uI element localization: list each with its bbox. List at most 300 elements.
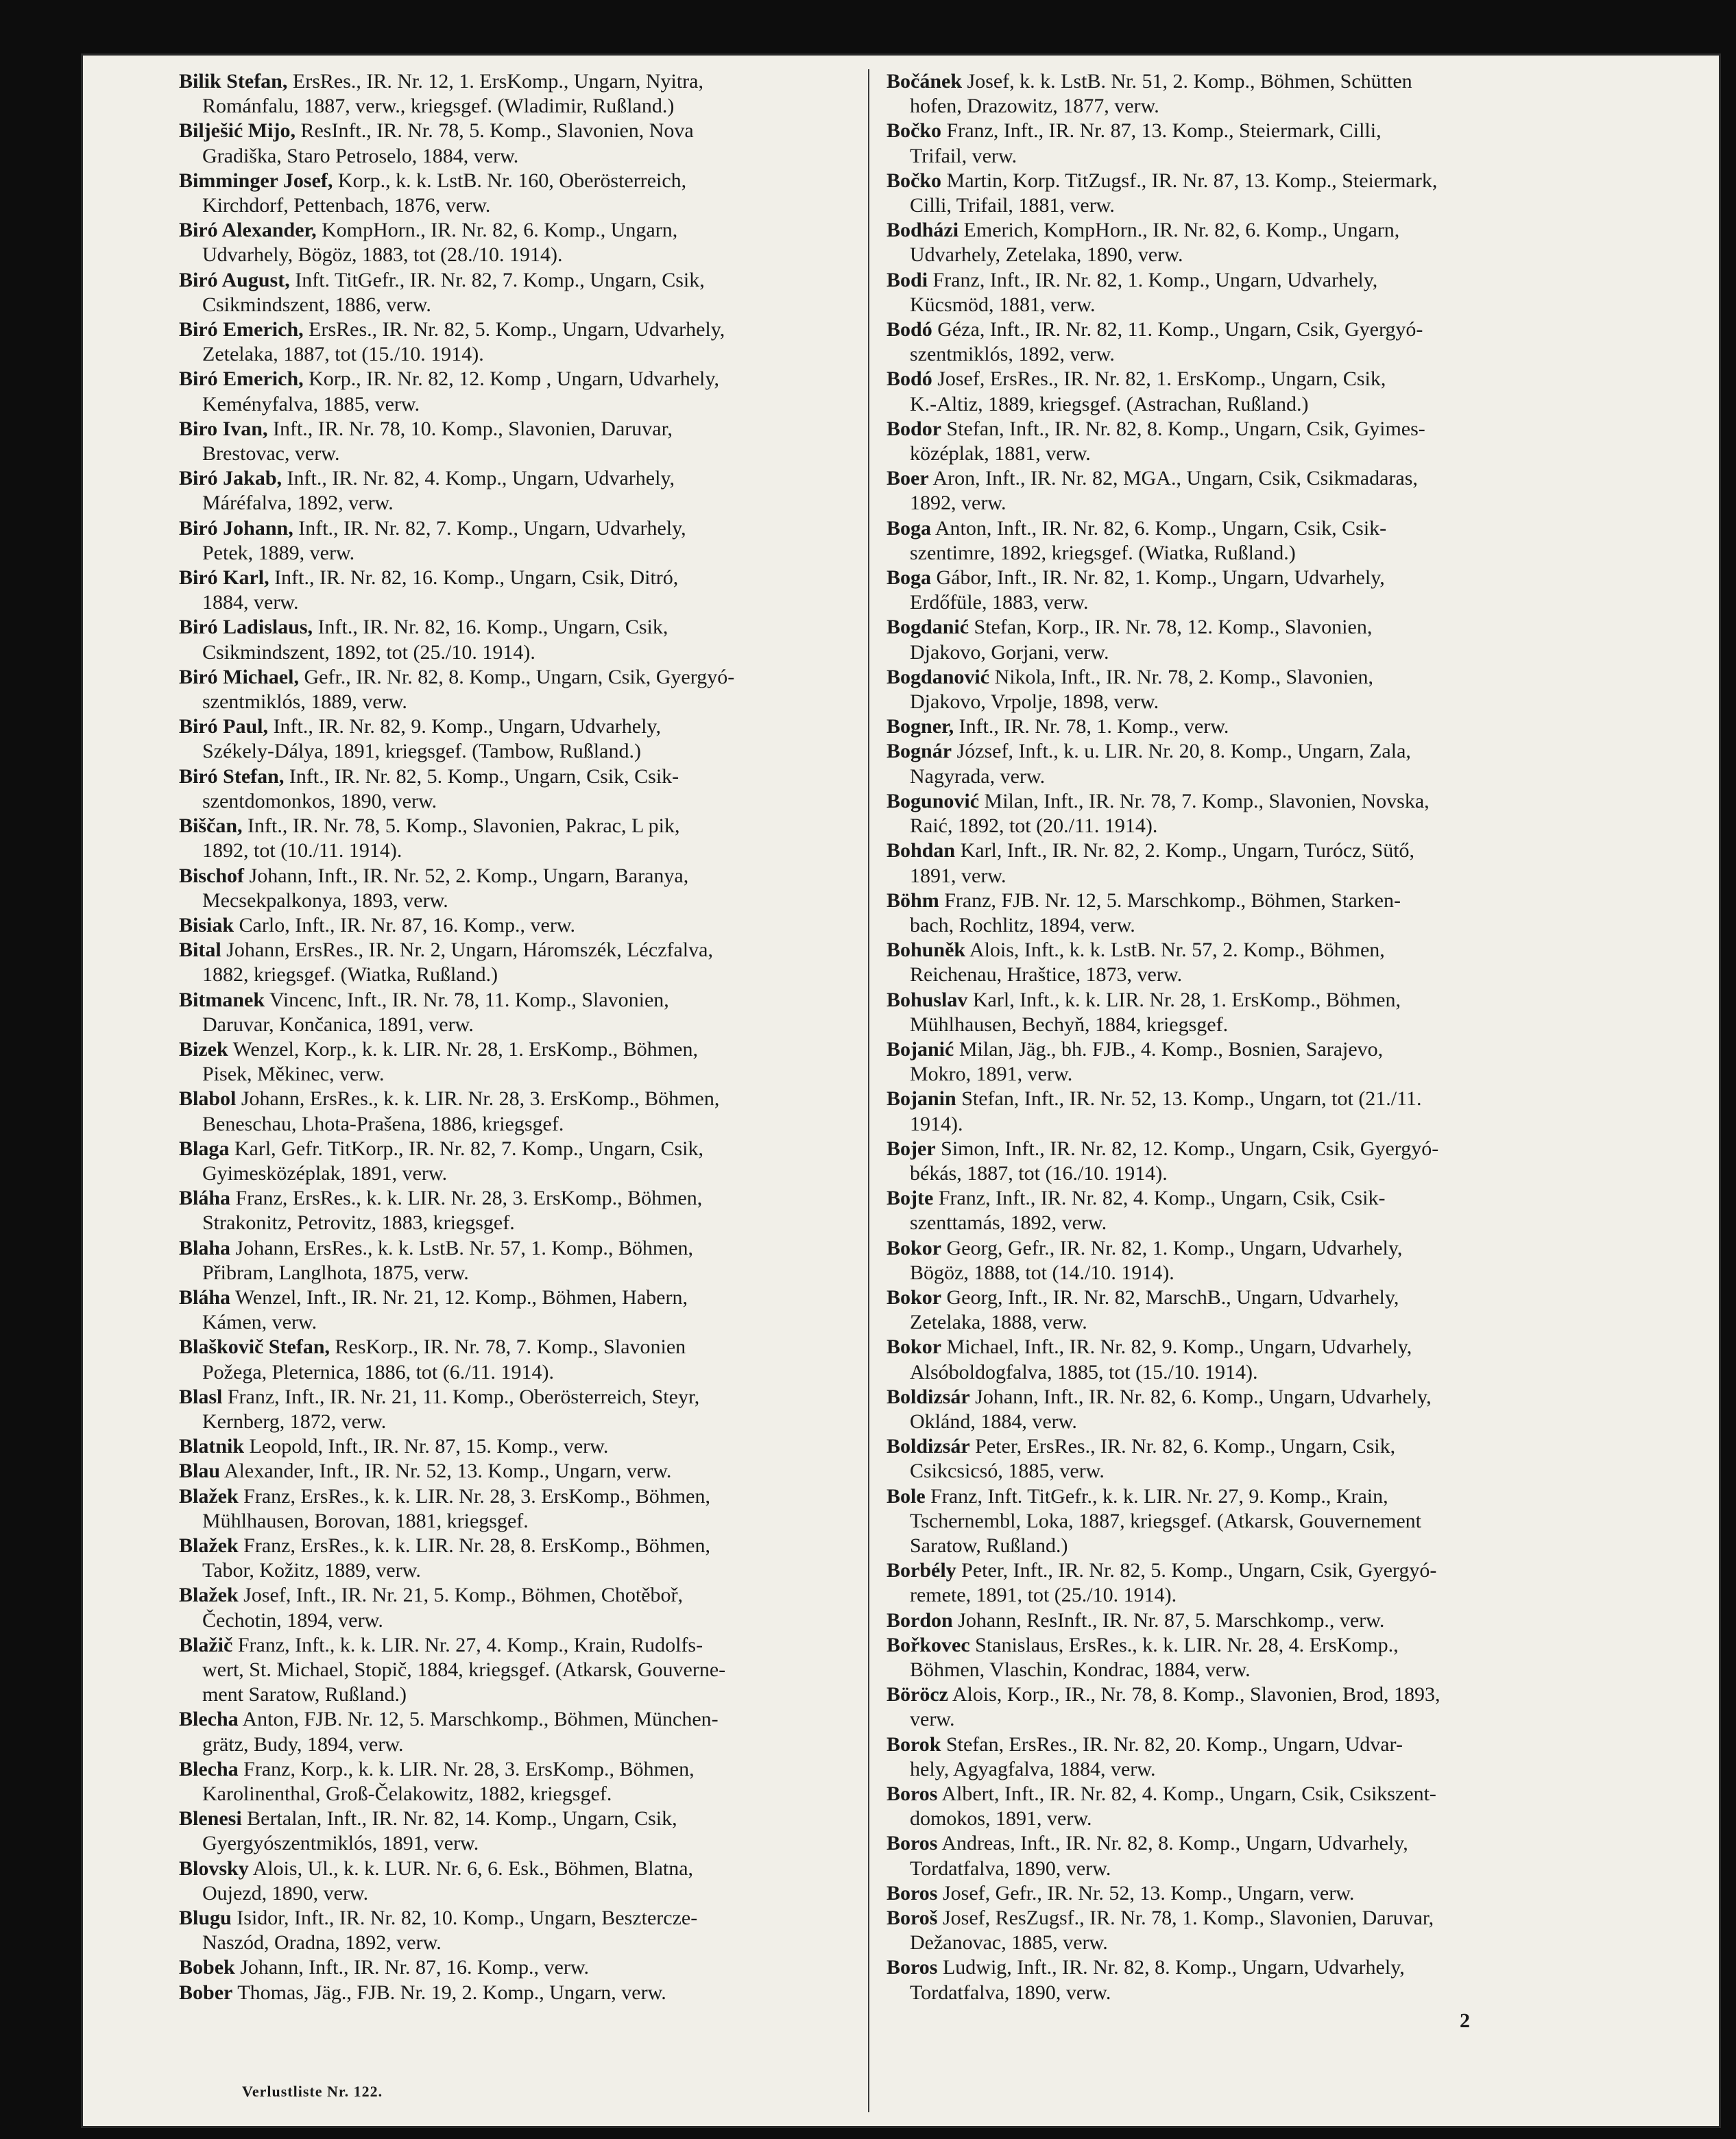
entry-continuation: Beneschau, Lhota-Prašena, 1886, kriegsgef. xyxy=(202,1112,564,1135)
entry-continuation: Přibram, Langlhota, 1875, verw. xyxy=(202,1261,469,1284)
entry-name: Blecha xyxy=(179,1708,239,1731)
entry-details: Simon, Inft., IR. Nr. 82, 12. Komp., Ungarn, Csik, Gyergyó- xyxy=(935,1137,1439,1160)
entry-name: Böhm xyxy=(887,889,939,912)
entry-continuation: grätz, Budy, 1894, verw. xyxy=(202,1732,404,1756)
entry-name: Biró Michael, xyxy=(179,665,299,688)
list-item xyxy=(179,566,871,615)
list-item xyxy=(887,665,1579,714)
entry-continuation: Székely-Dálya, 1891, kriegsgef. (Tambow, Rußland.) xyxy=(202,740,641,763)
entry-details: Anton, FJB. Nr. 12, 5. Marschkomp., Böhmen, München- xyxy=(238,1708,719,1731)
entry-continuation: Reichenau, Hraštice, 1873, verw. xyxy=(910,963,1183,987)
list-item xyxy=(887,1831,1579,1881)
entry-continuation: Raić, 1892, tot (20./11. 1914). xyxy=(910,814,1158,838)
list-item xyxy=(887,1558,1579,1608)
entry-first-line xyxy=(887,417,1579,442)
list-item xyxy=(179,1087,871,1136)
entry-details: Johann, Inft., IR. Nr. 87, 16. Komp., verw. xyxy=(234,1956,590,1979)
list-item xyxy=(887,317,1579,367)
entry-details: Franz, Inft., IR. Nr. 87, 13. Komp., Steiermark, Cilli, xyxy=(941,119,1382,143)
entry-continuation: verw. xyxy=(910,1708,955,1731)
entry-continuation: Zetelaka, 1888, verw. xyxy=(910,1311,1087,1334)
list-item xyxy=(887,1906,1579,1955)
entry-first-line xyxy=(887,1682,1579,1707)
entry-continuation: Máréfalva, 1892, verw. xyxy=(202,492,394,515)
entry-first-line xyxy=(887,1434,1579,1459)
entry-continuation: Csikcsicsó, 1885, verw. xyxy=(910,1460,1105,1483)
entry-first-line xyxy=(179,1484,871,1509)
entry-first-line xyxy=(179,1857,871,1881)
entry-name: Biró Jakab, xyxy=(179,467,282,490)
entry-name: Bokor xyxy=(887,1336,942,1359)
entry-first-line xyxy=(887,1881,1579,1906)
entry-details: Alois, Korp., IR., Nr. 78, 8. Komp., Slavonien, Brod, 1893, xyxy=(948,1683,1440,1706)
entry-first-line xyxy=(887,1558,1579,1583)
entry-continuation: Csikmindszent, 1892, tot (25./10. 1914). xyxy=(202,640,535,664)
entry-details: Emerich, KompHorn., IR. Nr. 82, 6. Komp., Ungarn, xyxy=(959,219,1400,242)
entry-first-line xyxy=(179,1335,871,1359)
list-item xyxy=(887,889,1579,938)
entry-continuation: Mecsekpalkonya, 1893, verw. xyxy=(202,889,448,912)
entry-name: Bognár xyxy=(887,740,952,763)
entry-name: Blabol xyxy=(179,1087,237,1111)
entry-first-line xyxy=(179,169,871,193)
entry-details: Franz, ErsRes., k. k. LIR. Nr. 28, 3. ErsKomp., Böhmen, xyxy=(238,1484,710,1508)
list-item xyxy=(887,938,1579,987)
entry-first-line xyxy=(179,938,871,963)
entry-continuation: szenttamás, 1892, verw. xyxy=(910,1211,1107,1235)
list-item xyxy=(179,764,871,814)
entry-continuation: Udvarhely, Bögöz, 1883, tot (28./10. 1914). xyxy=(202,243,563,267)
list-item xyxy=(887,218,1579,267)
entry-continuation: Kirchdorf, Pettenbach, 1876, verw. xyxy=(202,194,491,217)
list-item xyxy=(179,516,871,566)
entry-details: Alois, Inft., k. k. LstB. Nr. 57, 2. Komp., Böhmen, xyxy=(965,939,1385,962)
list-item xyxy=(179,1906,871,1955)
entry-details: KompHorn., IR. Nr. 82, 6. Komp., Ungarn, xyxy=(316,219,678,242)
entry-first-line xyxy=(887,714,1579,739)
left-column xyxy=(179,69,871,2005)
entry-first-line xyxy=(179,864,871,889)
entry-details: Gefr., IR. Nr. 82, 8. Komp., Ungarn, Csik, Gyergyó- xyxy=(298,665,735,688)
entry-name: Bojanić xyxy=(887,1037,954,1061)
entry-details: Inft., IR. Nr. 82, 7. Komp., Ungarn, Udvarhely, xyxy=(293,516,686,540)
entry-name: Boros xyxy=(887,1782,938,1806)
entry-details: Alexander, Inft., IR. Nr. 52, 13. Komp., Ungarn, verw. xyxy=(220,1460,672,1483)
entry-details: Johann, Inft., IR. Nr. 52, 2. Komp., Ungarn, Baranya, xyxy=(244,864,689,887)
entry-name: Bláha xyxy=(179,1187,231,1210)
entry-first-line xyxy=(887,169,1579,193)
entry-continuation: Mühlhausen, Bechyň, 1884, kriegsgef. xyxy=(910,1013,1229,1036)
entry-first-line xyxy=(887,1732,1579,1757)
entry-details: Wenzel, Korp., k. k. LIR. Nr. 28, 1. ErsKomp., Böhmen, xyxy=(228,1037,698,1061)
entry-continuation: középlak, 1881, verw. xyxy=(910,442,1091,466)
entry-details: Aron, Inft., IR. Nr. 82, MGA., Ungarn, Csik, Csikmadaras, xyxy=(928,467,1418,490)
entry-first-line xyxy=(887,1186,1579,1211)
column-divider xyxy=(868,69,869,2112)
entry-details: Wenzel, Inft., IR. Nr. 21, 12. Komp., Böhmen, Habern, xyxy=(230,1285,688,1309)
entry-name: Blenesi xyxy=(179,1807,242,1830)
entry-first-line xyxy=(179,1236,871,1261)
entry-name: Biró Ladislaus, xyxy=(179,616,313,639)
list-item xyxy=(179,988,871,1037)
entry-name: Bořkovec xyxy=(887,1633,970,1656)
entry-continuation: Djakovo, Gorjani, verw. xyxy=(910,640,1109,664)
entry-name: Bokor xyxy=(887,1236,942,1259)
entry-name: Bodó xyxy=(887,318,932,341)
entry-details: Karl, Gefr. TitKorp., IR. Nr. 82, 7. Komp., Ungarn, Csik, xyxy=(229,1137,704,1160)
entry-name: Boga xyxy=(887,566,932,590)
entry-name: Biró Johann, xyxy=(179,516,293,540)
entry-name: Bočánek xyxy=(887,70,963,93)
entry-details: Johann, ErsRes., k. k. LIR. Nr. 28, 3. ErsKomp., Böhmen, xyxy=(236,1087,720,1111)
entry-first-line xyxy=(179,466,871,491)
entry-first-line xyxy=(887,665,1579,690)
entry-first-line xyxy=(179,913,871,938)
page-number: 2 xyxy=(1460,2009,1470,2032)
entry-details: Stanislaus, ErsRes., k. k. LIR. Nr. 28, 4. ErsKomp., xyxy=(969,1633,1399,1656)
entry-first-line xyxy=(179,1037,871,1062)
list-item xyxy=(179,913,871,938)
entry-first-line xyxy=(179,516,871,541)
entry-name: Blaha xyxy=(179,1236,231,1259)
entry-details: Alois, Ul., k. k. LUR. Nr. 6, 6. Esk., Böhmen, Blatna, xyxy=(248,1857,694,1880)
entry-first-line xyxy=(179,268,871,293)
entry-details: Josef, ErsRes., IR. Nr. 82, 1. ErsKomp., Ungarn, Csik, xyxy=(932,367,1386,391)
entry-continuation: wert, St. Michael, Stopič, 1884, kriegsgef. (Atkarsk, Gouverne- xyxy=(202,1658,726,1681)
entry-name: Bisiak xyxy=(179,913,234,936)
entry-name: Biró Karl, xyxy=(179,566,269,590)
entry-first-line xyxy=(179,1707,871,1732)
document-page xyxy=(81,53,1721,2128)
entry-continuation: Daruvar, Končanica, 1891, verw. xyxy=(202,1013,474,1036)
entry-first-line xyxy=(179,367,871,391)
entry-continuation: Zetelaka, 1887, tot (15./10. 1914). xyxy=(202,343,484,366)
list-item xyxy=(179,218,871,267)
entry-details: Andreas, Inft., IR. Nr. 82, 8. Komp., Ungarn, Udvarhely, xyxy=(937,1832,1408,1855)
list-item xyxy=(887,1633,1579,1682)
entry-first-line xyxy=(179,69,871,94)
entry-first-line xyxy=(887,938,1579,963)
entry-first-line xyxy=(179,1955,871,1980)
entry-first-line xyxy=(179,1385,871,1410)
entry-name: Bober xyxy=(179,1981,233,2004)
entry-first-line xyxy=(179,814,871,838)
entry-name: Blatnik xyxy=(179,1435,245,1458)
entry-continuation: 1892, verw. xyxy=(910,492,1006,515)
entry-name: Boer xyxy=(887,467,929,490)
entry-details: Franz, Inft., IR. Nr. 82, 4. Komp., Ungarn, Csik, Csik- xyxy=(933,1187,1386,1210)
list-item xyxy=(887,838,1579,888)
entry-details: ResKorp., IR. Nr. 78, 7. Komp., Slavonien xyxy=(330,1336,686,1359)
entry-continuation: Mühlhausen, Borovan, 1881, kriegsgef. xyxy=(202,1509,529,1532)
entry-name: Bohdan xyxy=(887,839,956,862)
entry-continuation: szentdomonkos, 1890, verw. xyxy=(202,789,437,812)
entry-continuation: Trifail, verw. xyxy=(910,144,1017,167)
list-item xyxy=(887,119,1579,168)
entry-details: Inft., IR. Nr. 82, 16. Komp., Ungarn, Csik, xyxy=(313,616,668,639)
entry-details: Korp., IR. Nr. 82, 12. Komp , Ungarn, Udvarhely, xyxy=(303,367,719,391)
entry-first-line xyxy=(887,988,1579,1013)
list-item xyxy=(887,417,1579,466)
entry-continuation: békás, 1887, tot (16./10. 1914). xyxy=(910,1161,1168,1185)
entry-details: Stefan, Korp., IR. Nr. 78, 12. Komp., Slavonien, xyxy=(969,616,1373,639)
entry-details: Ludwig, Inft., IR. Nr. 82, 8. Komp., Ungarn, Udvarhely, xyxy=(937,1956,1405,1979)
entry-name: Bogdanić xyxy=(887,616,969,639)
entry-first-line xyxy=(887,268,1579,293)
entry-first-line xyxy=(887,1782,1579,1806)
entry-continuation: Požega, Pleternica, 1886, tot (6./11. 1914). xyxy=(202,1360,554,1383)
entry-name: Boros xyxy=(887,1956,938,1979)
entry-first-line xyxy=(179,615,871,640)
entry-details: Martin, Korp. TitZugsf., IR. Nr. 87, 13. Komp., Steiermark, xyxy=(941,169,1438,192)
entry-name: Bočko xyxy=(887,169,942,192)
entry-first-line xyxy=(179,566,871,590)
entry-details: Thomas, Jäg., FJB. Nr. 19, 2. Komp., Ungarn, verw. xyxy=(232,1981,666,2004)
entry-name: Bogunović xyxy=(887,789,980,812)
entry-name: Blaga xyxy=(179,1137,230,1160)
entry-continuation: Brestovac, verw. xyxy=(202,442,340,466)
entry-name: Blažek xyxy=(179,1484,239,1508)
entry-name: Biró Alexander, xyxy=(179,219,317,242)
entry-first-line xyxy=(887,789,1579,814)
entry-continuation: remete, 1891, tot (25./10. 1914). xyxy=(910,1584,1177,1607)
entry-name: Bilik Stefan, xyxy=(179,70,288,93)
list-item xyxy=(179,1236,871,1285)
entry-details: Stefan, Inft., IR. Nr. 82, 8. Komp., Ungarn, Csik, Gyimes- xyxy=(941,417,1425,440)
entry-details: Inft., IR. Nr. 78, 5. Komp., Slavonien, Pakrac, L pik, xyxy=(242,814,680,838)
list-item xyxy=(179,1434,871,1459)
list-item xyxy=(179,1583,871,1632)
entry-first-line xyxy=(887,69,1579,94)
entry-details: Inft., IR. Nr. 78, 1. Komp., verw. xyxy=(954,715,1229,738)
list-item xyxy=(887,739,1579,788)
entry-first-line xyxy=(179,218,871,243)
entry-first-line xyxy=(179,317,871,342)
list-item xyxy=(179,1707,871,1756)
list-item xyxy=(179,1633,871,1708)
entry-name: Biščan, xyxy=(179,814,243,838)
entry-details: Inft., IR. Nr. 82, 9. Komp., Ungarn, Udvarhely, xyxy=(268,715,661,738)
list-item xyxy=(179,1285,871,1335)
entry-details: Milan, Inft., IR. Nr. 78, 7. Komp., Slavonien, Novska, xyxy=(979,789,1430,812)
list-item xyxy=(887,615,1579,664)
entry-details: Isidor, Inft., IR. Nr. 82, 10. Komp., Ungarn, Besztercze- xyxy=(231,1907,698,1930)
list-item xyxy=(887,466,1579,516)
entry-name: Bodor xyxy=(887,417,942,440)
entry-continuation: Tordatfalva, 1890, verw. xyxy=(910,1857,1111,1880)
list-item xyxy=(179,1459,871,1484)
list-item xyxy=(179,1186,871,1235)
entry-continuation: Pisek, Měkinec, verw. xyxy=(202,1063,385,1086)
entry-continuation: Bögöz, 1888, tot (14./10. 1914). xyxy=(910,1261,1174,1284)
entry-name: Bole xyxy=(887,1484,926,1508)
entry-details: József, Inft., k. u. LIR. Nr. 20, 8. Komp., Ungarn, Zala, xyxy=(952,740,1411,763)
list-item xyxy=(179,69,871,119)
list-item xyxy=(887,1732,1579,1782)
entry-name: Böröcz xyxy=(887,1683,948,1706)
entry-continuation: Nagyrada, verw. xyxy=(910,764,1046,788)
list-item xyxy=(887,714,1579,739)
list-item xyxy=(179,938,871,987)
entry-details: Johann, ErsRes., IR. Nr. 2, Ungarn, Háromszék, Léczfalva, xyxy=(221,939,713,962)
list-item xyxy=(179,814,871,863)
list-item xyxy=(179,665,871,714)
entry-continuation: Petek, 1889, verw. xyxy=(202,541,355,564)
list-item xyxy=(887,1608,1579,1633)
list-item xyxy=(179,1037,871,1087)
entry-name: Biró Paul, xyxy=(179,715,269,738)
entry-first-line xyxy=(887,1906,1579,1931)
entry-continuation: Dežanovac, 1885, verw. xyxy=(910,1931,1108,1955)
entry-details: Josef, Gefr., IR. Nr. 52, 13. Komp., Ungarn, verw. xyxy=(937,1881,1355,1905)
entry-name: Blažek xyxy=(179,1534,239,1557)
entry-first-line xyxy=(887,615,1579,640)
list-item xyxy=(887,1137,1579,1186)
entry-details: Franz, Inft. TitGefr., k. k. LIR. Nr. 27, 9. Komp., Krain, xyxy=(925,1484,1388,1508)
entry-name: Bohuslav xyxy=(887,988,968,1011)
entry-first-line xyxy=(887,838,1579,863)
entry-continuation: Románfalu, 1887, verw., kriegsgef. (Wladimir, Rußland.) xyxy=(202,95,675,118)
entry-continuation: Kücsmöd, 1881, verw. xyxy=(910,293,1096,316)
list-item xyxy=(887,1782,1579,1831)
list-item xyxy=(887,988,1579,1037)
entry-first-line xyxy=(179,417,871,442)
entry-details: Gábor, Inft., IR. Nr. 82, 1. Komp., Ungarn, Udvarhely, xyxy=(931,566,1385,590)
entry-details: Peter, ErsRes., IR. Nr. 82, 6. Komp., Ungarn, Csik, xyxy=(969,1435,1396,1458)
entry-details: Josef, ResZugsf., IR. Nr. 78, 1. Komp., Slavonien, Daruvar, xyxy=(937,1907,1434,1930)
entry-details: Vincenc, Inft., IR. Nr. 78, 11. Komp., Slavonien, xyxy=(265,988,669,1011)
list-item xyxy=(887,169,1579,218)
entry-first-line xyxy=(179,1285,871,1310)
footer-list-number: Verlustliste Nr. 122. xyxy=(242,2083,383,2100)
entry-details: Géza, Inft., IR. Nr. 82, 11. Komp., Ungarn, Csik, Gyergyó- xyxy=(932,318,1423,341)
entry-first-line xyxy=(179,1583,871,1608)
entry-first-line xyxy=(179,1757,871,1782)
entry-details: Peter, Inft., IR. Nr. 82, 5. Komp., Ungarn, Csik, Gyergyó- xyxy=(956,1559,1437,1582)
entry-name: Boroš xyxy=(887,1907,938,1930)
entry-name: Bilješić Mijo, xyxy=(179,119,296,143)
list-item xyxy=(179,169,871,218)
entry-first-line xyxy=(179,764,871,789)
entry-first-line xyxy=(179,665,871,690)
entry-name: Blažič xyxy=(179,1633,233,1656)
entry-name: Bojer xyxy=(887,1137,936,1160)
entry-continuation: Oujezd, 1890, verw. xyxy=(202,1881,369,1905)
list-item xyxy=(887,1037,1579,1087)
entry-name: Bočko xyxy=(887,119,942,143)
entry-first-line xyxy=(887,739,1579,764)
entry-first-line xyxy=(887,1037,1579,1062)
entry-first-line xyxy=(179,1434,871,1459)
entry-details: Franz, Inft., IR. Nr. 82, 1. Komp., Ungarn, Udvarhely, xyxy=(928,268,1378,291)
list-item xyxy=(887,1186,1579,1235)
entry-continuation: Erdőfüle, 1883, verw. xyxy=(910,591,1089,614)
entry-continuation: Naszód, Oradna, 1892, verw. xyxy=(202,1931,442,1955)
entry-details: Inft., IR. Nr. 82, 4. Komp., Ungarn, Udvarhely, xyxy=(282,467,675,490)
entry-first-line xyxy=(179,1137,871,1161)
entry-continuation: Djakovo, Vrpolje, 1898, verw. xyxy=(910,690,1159,714)
entry-name: Bojte xyxy=(887,1187,934,1210)
entry-details: Georg, Inft., IR. Nr. 82, MarschB., Ungarn, Udvarhely, xyxy=(941,1285,1399,1309)
list-item xyxy=(887,789,1579,838)
list-item xyxy=(179,615,871,664)
entry-first-line xyxy=(887,466,1579,491)
list-item xyxy=(887,516,1579,566)
entry-name: Bobek xyxy=(179,1956,235,1979)
entry-first-line xyxy=(887,1285,1579,1310)
entry-continuation: Strakonitz, Petrovitz, 1883, kriegsgef. xyxy=(202,1211,515,1235)
entry-details: Georg, Gefr., IR. Nr. 82, 1. Komp., Ungarn, Udvarhely, xyxy=(941,1236,1403,1259)
entry-continuation: Alsóboldogfalva, 1885, tot (15./10. 1914). xyxy=(910,1360,1258,1383)
list-item xyxy=(887,69,1579,119)
list-item xyxy=(887,1484,1579,1559)
entry-first-line xyxy=(887,1633,1579,1658)
entry-name: Blasl xyxy=(179,1385,223,1408)
entry-details: Anton, Inft., IR. Nr. 82, 6. Komp., Ungarn, Csik, Csik- xyxy=(931,516,1387,540)
entry-continuation: Tabor, Kožitz, 1889, verw. xyxy=(202,1559,421,1582)
entry-first-line xyxy=(887,119,1579,143)
entry-name: Blažek xyxy=(179,1584,239,1607)
entry-details: Josef, Inft., IR. Nr. 21, 5. Komp., Böhmen, Chotěboř, xyxy=(238,1584,683,1607)
entry-details: Leopold, Inft., IR. Nr. 87, 15. Komp., verw. xyxy=(244,1435,609,1458)
entry-details: Inft., IR. Nr. 78, 10. Komp., Slavonien, Daruvar, xyxy=(267,417,673,440)
entry-first-line xyxy=(887,516,1579,541)
entry-first-line xyxy=(887,1831,1579,1856)
list-item xyxy=(179,1484,871,1534)
entry-first-line xyxy=(887,1608,1579,1633)
entry-name: Blovsky xyxy=(179,1857,249,1880)
list-item xyxy=(179,1757,871,1806)
entry-details: Franz, ErsRes., k. k. LIR. Nr. 28, 8. ErsKomp., Böhmen, xyxy=(238,1534,710,1557)
entry-details: Franz, Inft., IR. Nr. 21, 11. Komp., Oberösterreich, Steyr, xyxy=(222,1385,700,1408)
list-item xyxy=(179,317,871,367)
entry-first-line xyxy=(179,1459,871,1484)
list-item xyxy=(179,1335,871,1384)
entry-continuation: 1882, kriegsgef. (Wiatka, Rußland.) xyxy=(202,963,498,987)
entry-name: Blau xyxy=(179,1460,221,1483)
entry-continuation: Keményfalva, 1885, verw. xyxy=(202,392,420,415)
entry-name: Bodházi xyxy=(887,219,959,242)
entry-name: Biró Stefan, xyxy=(179,764,285,788)
entry-details: ErsRes., IR. Nr. 82, 5. Komp., Ungarn, Udvarhely, xyxy=(303,318,725,341)
entry-details: Albert, Inft., IR. Nr. 82, 4. Komp., Ungarn, Csik, Csikszent- xyxy=(937,1782,1436,1806)
entry-name: Bojanin xyxy=(887,1087,956,1111)
entry-details: Nikola, Inft., IR. Nr. 78, 2. Komp., Slavonien, xyxy=(989,665,1373,688)
entry-name: Bordon xyxy=(887,1608,953,1632)
list-item xyxy=(887,1881,1579,1906)
entry-continuation: szentmiklós, 1889, verw. xyxy=(202,690,407,714)
entry-details: Michael, Inft., IR. Nr. 82, 9. Komp., Ungarn, Udvarhely, xyxy=(941,1336,1412,1359)
entry-first-line xyxy=(179,1806,871,1831)
entry-name: Boga xyxy=(887,516,932,540)
entry-details: ResInft., IR. Nr. 78, 5. Komp., Slavonien, Nova xyxy=(295,119,694,143)
entry-name: Bodi xyxy=(887,268,928,291)
entry-name: Boldizsár xyxy=(887,1435,970,1458)
entry-details: Stefan, ErsRes., IR. Nr. 82, 20. Komp., Ungarn, Udvar- xyxy=(941,1732,1403,1756)
entry-first-line xyxy=(179,1186,871,1211)
entry-continuation: Gyergyószentmiklós, 1891, verw. xyxy=(202,1832,479,1855)
entry-continuation: ment Saratow, Rußland.) xyxy=(202,1683,407,1706)
entry-name: Bodó xyxy=(887,367,932,391)
list-item xyxy=(179,1955,871,1980)
entry-first-line xyxy=(179,714,871,739)
list-item xyxy=(887,1385,1579,1434)
list-item xyxy=(179,1857,871,1906)
entry-details: Inft., IR. Nr. 82, 16. Komp., Ungarn, Csik, Ditró, xyxy=(269,566,679,590)
entry-continuation: Mokro, 1891, verw. xyxy=(910,1063,1073,1086)
entry-continuation: Tordatfalva, 1890, verw. xyxy=(910,1981,1111,2004)
list-item xyxy=(179,1137,871,1186)
